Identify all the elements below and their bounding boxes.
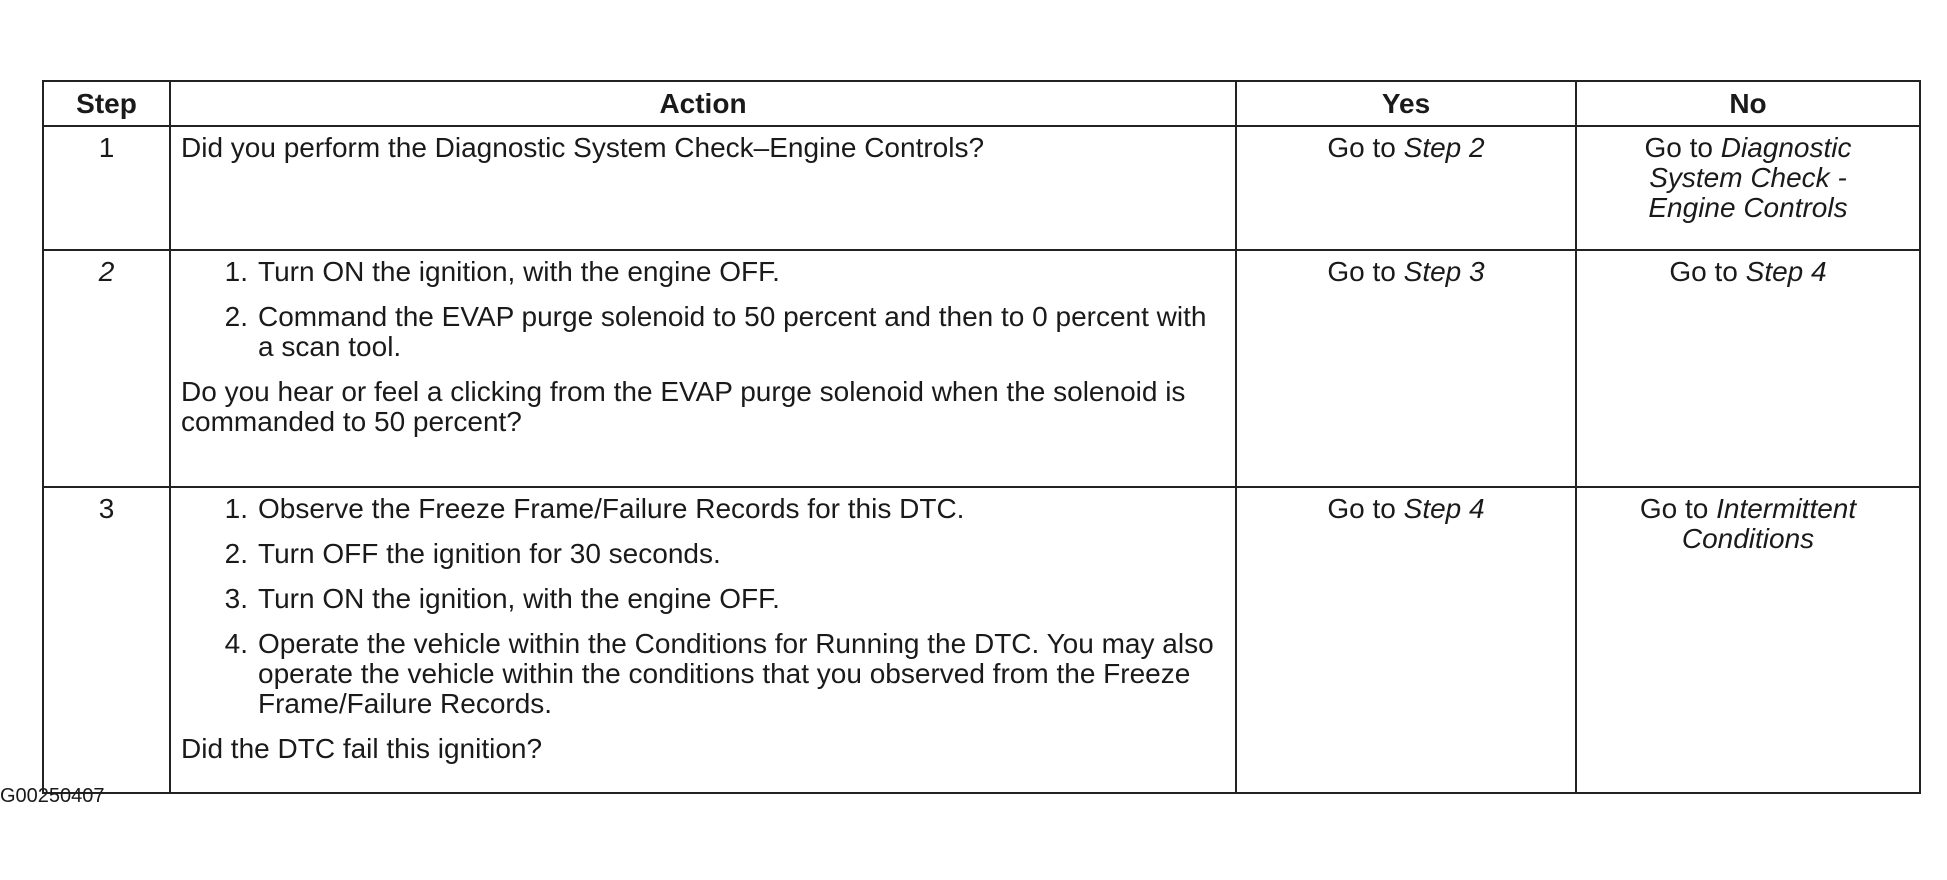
list-item: 3. Turn ON the ignition, with the engine OFF. — [224, 583, 780, 614]
list-item: 1. Observe the Freeze Frame/Failure Records for this DTC. — [224, 493, 965, 524]
table-row-step-1 — [43, 126, 1920, 250]
diagnostic-table — [42, 80, 1921, 794]
header-no: No — [1576, 81, 1920, 126]
step-number: 3 — [43, 487, 170, 793]
yes-step-link[interactable]: Step 3 — [1403, 256, 1485, 287]
no-step-link[interactable]: Step 4 — [1745, 256, 1827, 287]
yes-prefix: Go to — [1327, 493, 1404, 524]
yes-step-link[interactable]: Step 2 — [1403, 132, 1485, 163]
list-item: 4. Operate the vehicle within the Conditions for Running the DTC. You may also operate the vehicle within the conditions that you observed from the Freeze Frame/Failure Records. — [224, 628, 1214, 719]
step-number: 2 — [43, 250, 170, 487]
list-item: 2. Turn OFF the ignition for 30 seconds. — [224, 538, 721, 569]
action-question: Did you perform the Diagnostic System Check–Engine Controls? — [181, 132, 985, 163]
figure-id: G00250407 — [0, 785, 105, 807]
action-question: Do you hear or feel a clicking from the EVAP purge solenoid when the solenoid is commanded to 50 percent? — [181, 376, 1186, 437]
yes-cell — [1236, 126, 1576, 250]
no-ref-line-1[interactable]: Diagnostic — [1720, 132, 1852, 163]
header-action: Action — [170, 81, 1236, 126]
table-row-step-2 — [43, 250, 1920, 487]
no-ref-line-3[interactable]: Engine Controls — [1648, 192, 1848, 223]
no-cell — [1576, 126, 1920, 250]
header-row — [43, 81, 1920, 126]
action-cell — [170, 487, 1236, 793]
no-ref-line-2[interactable]: System Check - — [1649, 162, 1847, 193]
header-yes: Yes — [1236, 81, 1576, 126]
action-cell — [170, 250, 1236, 487]
yes-prefix: Go to — [1327, 132, 1404, 163]
list-item: 1. Turn ON the ignition, with the engine OFF. — [224, 256, 780, 287]
no-prefix: Go to — [1669, 256, 1746, 287]
yes-prefix: Go to — [1327, 256, 1404, 287]
action-cell — [170, 126, 1236, 250]
table-row-step-3 — [43, 487, 1920, 793]
step-number: 1 — [43, 126, 170, 250]
no-ref-line-2[interactable]: Conditions — [1681, 523, 1815, 554]
no-cell — [1576, 487, 1920, 793]
yes-cell — [1236, 487, 1576, 793]
no-cell — [1576, 250, 1920, 487]
no-prefix: Go to — [1644, 132, 1721, 163]
action-question: Did the DTC fail this ignition? — [181, 733, 543, 764]
action-list — [181, 257, 1225, 362]
no-prefix: Go to — [1639, 493, 1717, 524]
yes-cell — [1236, 250, 1576, 487]
action-list — [181, 494, 1225, 719]
no-ref-line-1[interactable]: Intermittent — [1716, 493, 1857, 524]
header-step: Step — [43, 81, 170, 126]
list-item: 2. Command the EVAP purge solenoid to 50 percent and then to 0 percent with a scan tool. — [224, 301, 1207, 362]
yes-step-link[interactable]: Step 4 — [1403, 493, 1485, 524]
